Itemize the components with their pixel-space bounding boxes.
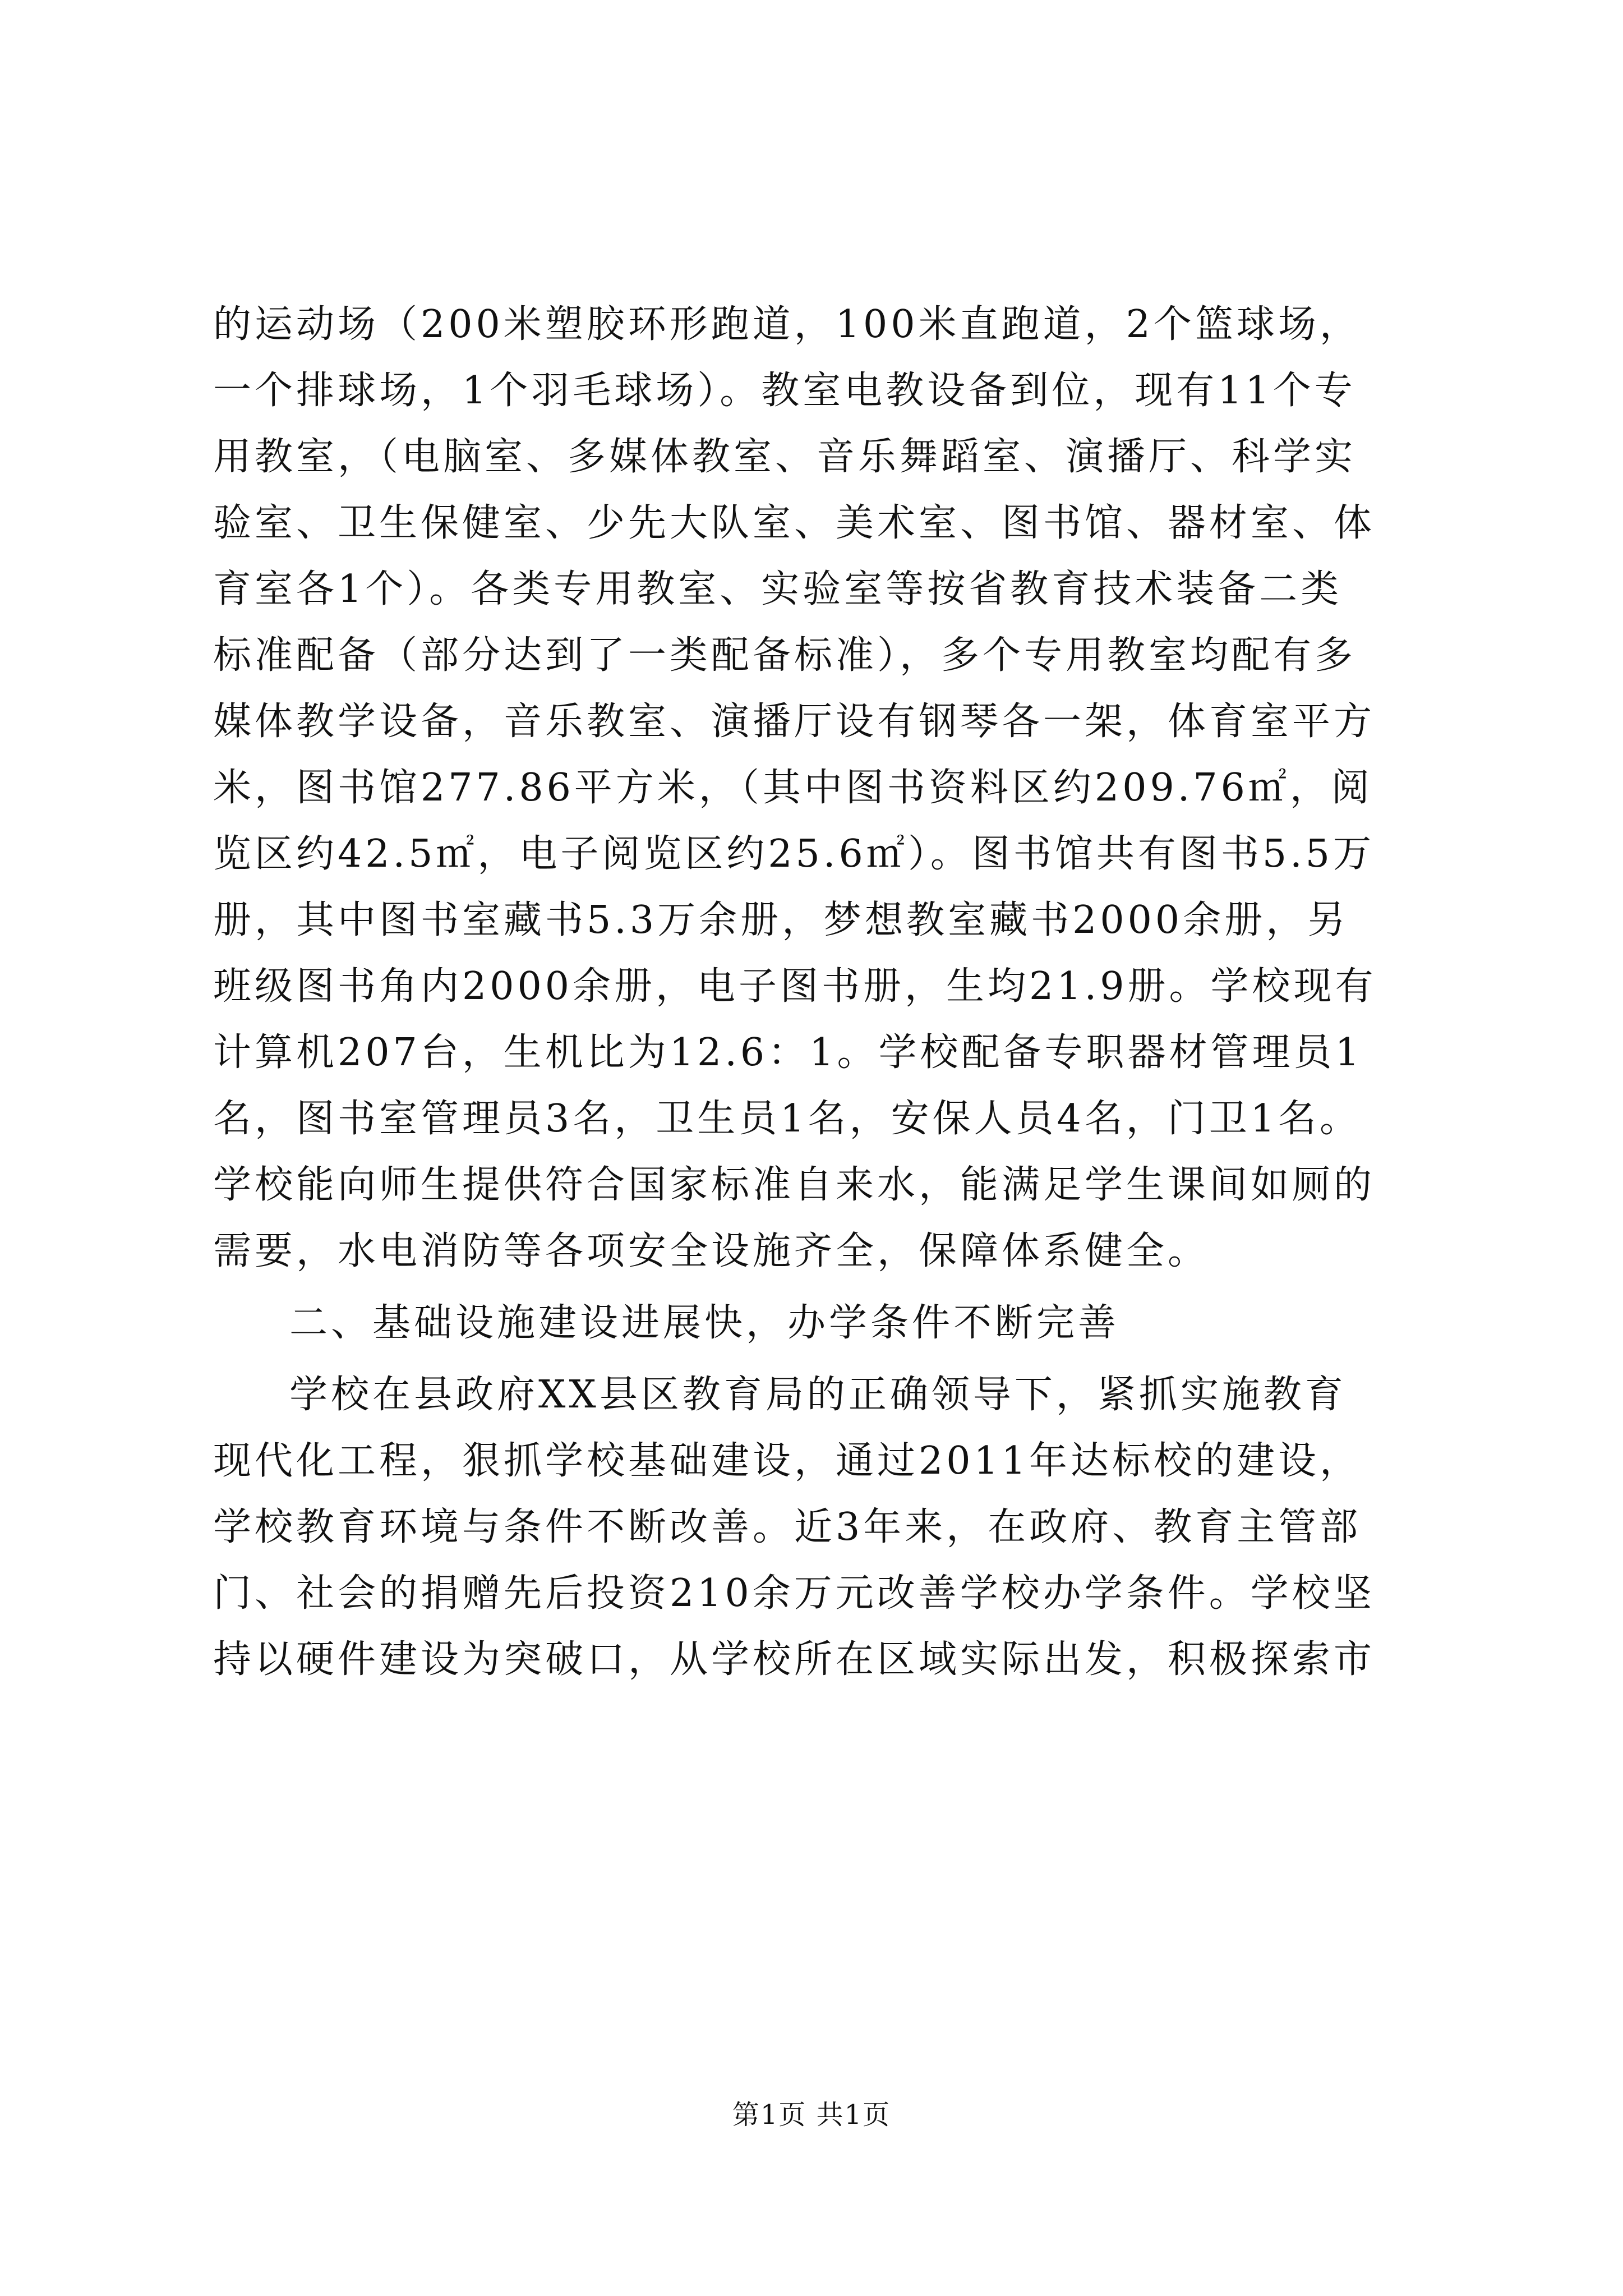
text-line: 需要，水电消防等各项安全设施齐全，保障体系健全。 [213,1229,1210,1273]
text-line: 览区约42.5㎡，电子阅览区约25.6㎡）。图书馆共有图书5.5万 [213,832,1375,876]
text-line: 米，图书馆277.86平方米，（其中图书资料区约209.76㎡，阅 [213,766,1373,810]
text-line: 班级图书角内2000余册，电子图书册，生均21.9册。学校现有 [213,964,1377,1009]
text-line: 册，其中图书室藏书5.3万余册，梦想教室藏书2000余册，另 [213,898,1349,942]
text-line: 验室、卫生保健室、少先大队室、美术室、图书馆、器材室、体 [213,501,1376,545]
section-heading: 二、基础设施建设进展快，办学条件不断完善 [289,1301,1120,1345]
text-line: 媒体教学设备，音乐教室、演播厅设有钢琴各一架，体育室平方 [213,700,1376,744]
text-line: 的运动场（200米塑胶环形跑道，100米直跑道，2个篮球场， [213,302,1361,347]
page-footer: 第1页 共1页 [732,2099,891,2131]
text-line: 育室各1个）。各类专用教室、实验室等按省教育技术装备二类 [213,567,1343,611]
text-line: 现代化工程，狠抓学校基础建设，通过2011年达标校的建设， [213,1439,1362,1483]
document-body [213,292,1419,1693]
text-line: 门、社会的捐赠先后投资210余万元改善学校办学条件。学校坚 [213,1571,1375,1616]
text-line: 学校教育环境与条件不断改善。近3年来，在政府、教育主管部 [213,1505,1362,1549]
text-line: 名，图书室管理员3名，卫生员1名，安保人员4名，门卫1名。 [213,1097,1362,1141]
text-line: 标准配备（部分达到了一类配备标准），多个专用教室均配有多 [213,633,1357,678]
text-line: 用教室，（电脑室、多媒体教室、音乐舞蹈室、演播厅、科学实 [213,435,1357,479]
text-line: 计算机207台，生机比为12.6：1。学校配备专职器材管理员1 [213,1030,1363,1075]
text-line: 持以硬件建设为突破口，从学校所在区域实际出发，积极探索市 [213,1637,1376,1682]
paragraph-first-line: 学校在县政府XX县区教育局的正确领导下，紧抓实施教育 [289,1373,1347,1417]
text-line: 一个排球场，1个羽毛球场）。教室电教设备到位，现有11个专 [213,369,1356,413]
text-line: 学校能向师生提供符合国家标准自来水，能满足学生课间如厕的 [213,1163,1376,1207]
